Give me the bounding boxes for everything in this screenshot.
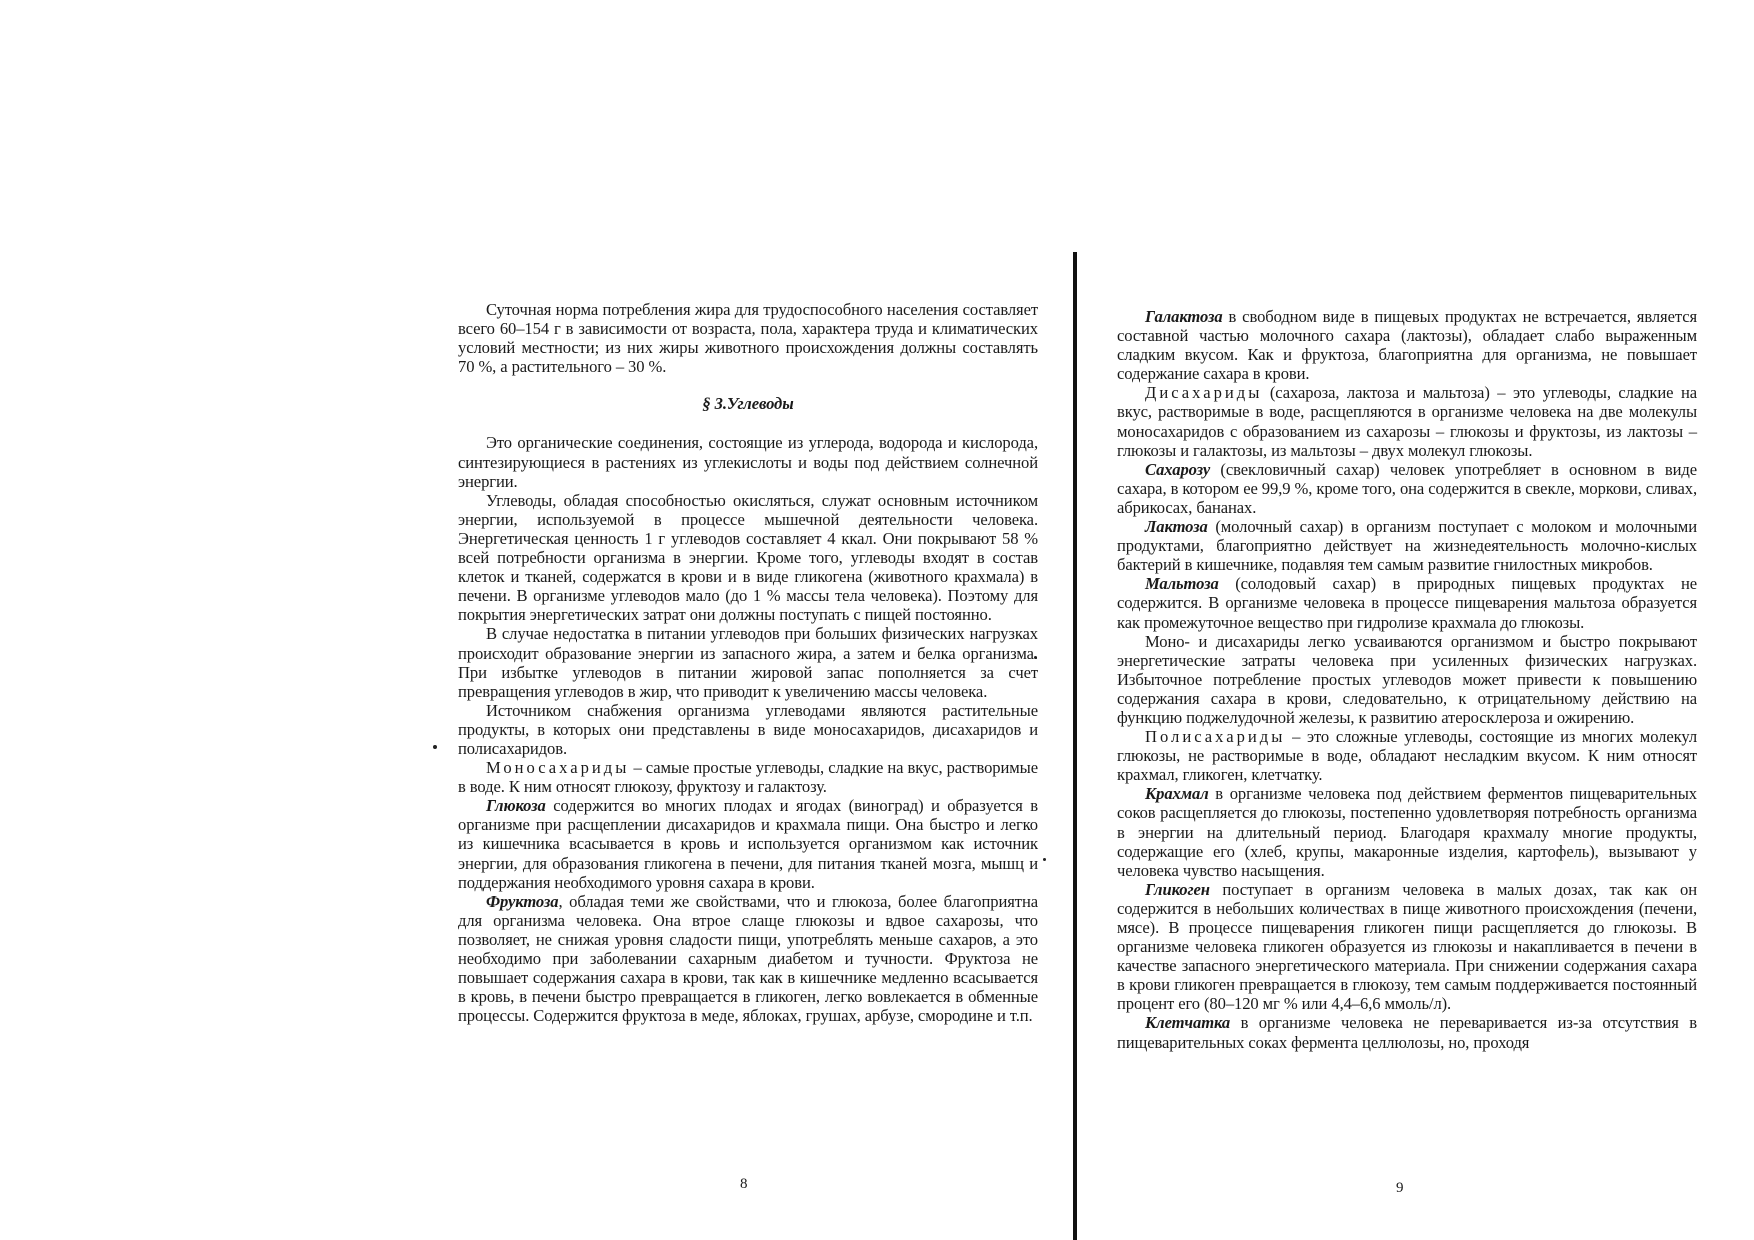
paragraph bbox=[1117, 383, 1697, 459]
paragraph bbox=[1117, 517, 1697, 574]
term-glycogen: Гликоген bbox=[1145, 879, 1210, 899]
term-monosaccharides: Моносахариды bbox=[486, 758, 630, 778]
term-galactose: Галактоза bbox=[1145, 307, 1223, 326]
paragraph-text: – это сложные углеводы, состоящие из многих молекул глюкозы, не растворимые в воде, обладают несладким вкусом. К ним относят крахмал, гликоген, клетчатку. bbox=[1117, 727, 1697, 785]
paragraph bbox=[458, 892, 1038, 1026]
book-spine bbox=[1073, 252, 1077, 1240]
paragraph bbox=[1117, 880, 1697, 1014]
paragraph bbox=[1117, 727, 1697, 784]
paragraph-text: , обладая теми же свойствами, что и глюкоза, более благоприятна для организма человека. Она втрое слаще глюкозы и вдвое сахарозы, что позволяет, не снижая уровня сладости пищи, употреблять меньше сахаров, а это необходимо при заболевании сахарным диабетом и тучности. Фруктоза не повышает содержания сахара в крови, так как в кишечнике медленно всасывается в кровь, в печени быстро превращается в гликоген, легко вовлекается в обменные процессы. Содержится фруктоза в меде, яблоках, грушах, арбузе, смородине и т.п. bbox=[458, 891, 1038, 1026]
scan-speck bbox=[1043, 858, 1046, 861]
page-number-left: 8 bbox=[740, 1176, 748, 1192]
scan-speck bbox=[433, 745, 437, 749]
term-maltose: Мальтоза bbox=[1145, 574, 1219, 594]
page-number-right: 9 bbox=[1396, 1180, 1404, 1196]
left-page-text bbox=[458, 300, 1038, 1025]
intro-paragraph: Суточная норма потребления жира для трудоспособного населения составляет всего 60–154 г в зависимости от возраста, пола, характера труда и климатических условий местности; из них жиры животного происхождения должны составлять 70 %, а растительного – 30 %. bbox=[458, 300, 1038, 377]
paragraph-text: в организме человека не переваривается из-за отсутствия в пищеварительных соках фермента целлюлозы, но, проходя bbox=[1117, 1013, 1697, 1052]
paragraph-text: в свободном виде в пищевых продуктах не встречается, является составной частью молочного сахара (лактозы), обладает слабо выраженным сладким вкусом. Как и фруктоза, благоприятна для организма, не повышает содержание сахара в крови. bbox=[1117, 307, 1697, 384]
paragraph-text: (сахароза, лактоза и мальтоза) – это углеводы, сладкие на вкус, растворимые в воде, расщепляются в организме человека на две молекулы моносахаридов с образованием из сахарозы – глюкозы и фруктозы, из лактозы – глюкозы и галактозы, из мальтозы – двух молекул глюкозы. bbox=[1117, 383, 1697, 460]
paragraph-text: (солодовый сахар) в природных пищевых продуктах не содержится. В организме человека в процессе пищеварения мальтоза образуется как промежуточное вещество при гидролизе крахмала до глюкозы. bbox=[1117, 574, 1697, 632]
paragraph bbox=[1117, 460, 1697, 517]
term-disaccharides: Дисахариды bbox=[1145, 383, 1263, 403]
term-starch: Крахмал bbox=[1145, 784, 1209, 804]
right-page-text bbox=[1117, 307, 1697, 1052]
paragraph: Это органические соединения, состоящие из углерода, водорода и кислорода, синтезирующиеся в растениях из углекислоты и воды под действием солнечной энергии. bbox=[458, 433, 1038, 491]
paragraph-text: (свекловичный сахар) человек употребляет в основном в виде сахара, в котором ее 99,9 %, кроме того, она содержится в свекле, моркови, сливах, абрикосах, бананах. bbox=[1117, 459, 1697, 517]
paragraph: Источником снабжения организма углеводами являются растительные продукты, в которых они представлены в виде моносахаридов, дисахаридов и полисахаридов. bbox=[458, 700, 1038, 758]
paragraph bbox=[1117, 784, 1697, 879]
section-title: § 3.Углеводы bbox=[702, 394, 794, 414]
term-fiber: Клетчатка bbox=[1145, 1013, 1231, 1033]
term-sucrose: Сахарозу bbox=[1145, 459, 1211, 479]
term-lactose: Лактоза bbox=[1145, 517, 1208, 537]
paragraph-text: (молочный сахар) в организм поступает с молоком и молочными продуктами, благоприятно действует на жизнедеятельность молочно-кислых бактерий в кишечнике, подавляя тем самым развитие гнилостных микробов. bbox=[1117, 517, 1697, 575]
paragraph: Моно- и дисахариды легко усваиваются организмом и быстро покрывают энергетические затраты человека при усиленных физических нагрузках. Избыточное потребление простых углеводов может привести к повышению содержания сахара в крови, следовательно, к отрицательному действию на функцию поджелудочной железы, к развитию атеросклероза и ожирению. bbox=[1117, 631, 1697, 727]
paragraph bbox=[1117, 574, 1697, 631]
paragraph: Углеводы, обладая способностью окисляться, служат основным источником энергии, используемой в процессе мышечной деятельности человека. Энергетическая ценность 1 г углеводов составляет 4 ккал. Они покрывают 58 % всей потребности организма в энергии. Кроме того, углеводы входят в состав клеток и тканей, содержатся в крови и в виде гликогена (животного крахмала) в печени. В организме углеводов мало (до 1 % массы тела человека). Поэтому для покрытия энергетических затрат они должны поступать с пищей постоянно. bbox=[458, 490, 1038, 625]
paragraph-text: – самые простые углеводы, сладкие на вкус, растворимые в воде. К ним относят глюкозу, фруктозу и галактозу. bbox=[458, 758, 1038, 797]
term-glucose: Глюкоза bbox=[486, 796, 546, 816]
paragraph: В случае недостатка в питании углеводов при больших физических нагрузках происходит образование энергии из запасного жира, а затем и белка организма. При избытке углеводов в питании жировой запас пополняется за счет превращения углеводов в жир, что приводит к увеличению массы человека. bbox=[458, 624, 1038, 701]
paragraph bbox=[1117, 1013, 1697, 1051]
paragraph bbox=[1117, 307, 1697, 383]
term-polysaccharides: Полисахариды bbox=[1145, 727, 1286, 747]
paragraph bbox=[458, 758, 1038, 796]
paragraph bbox=[458, 796, 1038, 891]
paragraph-text: в организме человека под действием ферментов пищеварительных соков расщепляется до глюкозы, постепенно удовлетворяя потребность организма в энергии на длительный период. Благодаря крахмалу многие продукты, содержащие его (хлеб, крупы, макаронные изделия, картофель), вызывают у человека чувство насыщения. bbox=[1117, 784, 1697, 880]
paragraph-text: содержится во многих плодах и ягодах (виноград) и образуется в организме при расщеплении дисахаридов и крахмала пищи. Она быстро и легко из кишечника всасывается в кровь и используется организмом как источник энергии, для образования гликогена в печени, для питания тканей мозга, мышц и поддержания необходимого уровня сахара в крови. bbox=[458, 796, 1038, 892]
paragraph-text: поступает в организм человека в малых дозах, так как он содержится в небольших количествах в пище животного происхождения (печени, мясе). В процессе пищеварения гликоген пищи расщепляется до глюкозы. В организме человека гликоген образуется из глюкозы и накапливается в печени в качестве запасного энергетического материала. При снижении содержания сахара в крови гликоген превращается в глюкозу, тем самым поддерживается постоянный процент его (80–120 мг % или 4,4–6,6 ммоль/л). bbox=[1117, 879, 1697, 1014]
term-fructose: Фруктоза bbox=[486, 891, 559, 911]
